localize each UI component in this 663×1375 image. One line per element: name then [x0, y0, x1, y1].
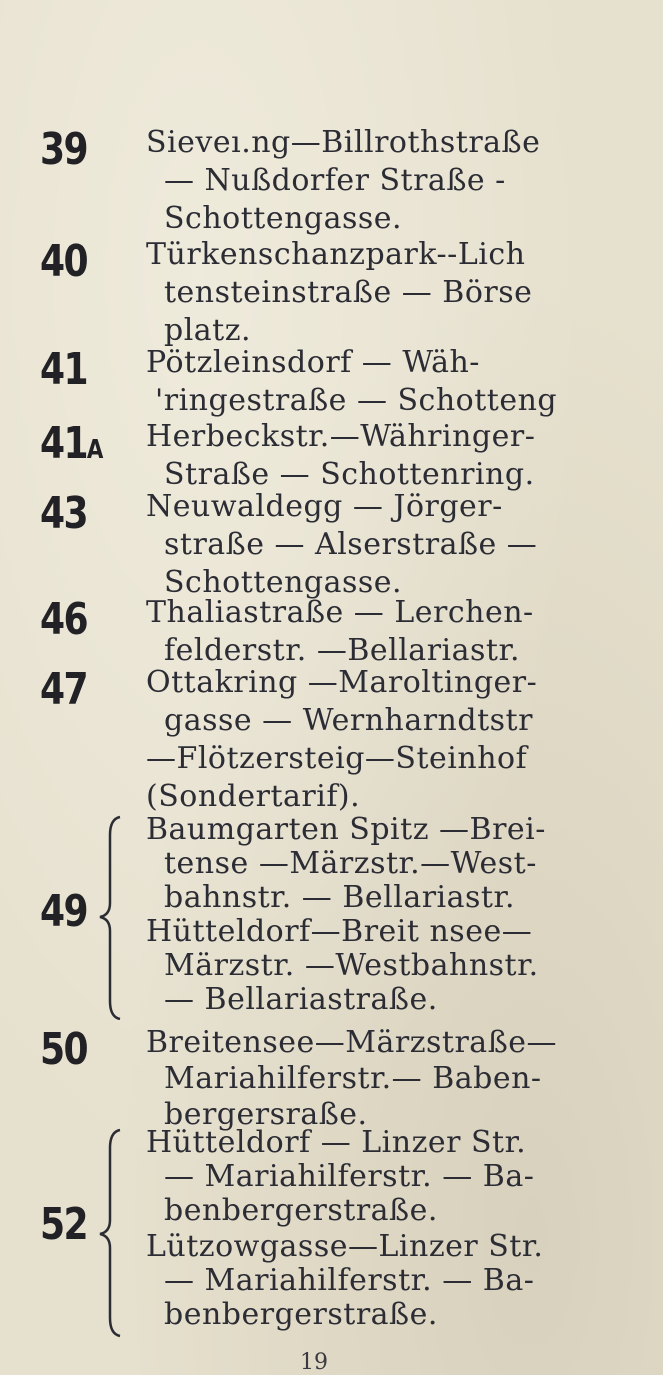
route-number: 43 — [40, 488, 87, 539]
route-line: Schottengasse. — [164, 565, 403, 600]
route-line: Hütteldorf — Linzer Str. — [146, 1125, 527, 1160]
route-line: Schottengasse. — [164, 201, 403, 236]
route-line: Lützowgasse—Linzer Str. — [146, 1229, 544, 1264]
route-line: Märzstr. —Westbahnstr. — [164, 948, 539, 983]
route-line: Ottakring —Maroltinger- — [146, 665, 538, 700]
route-line: Thaliastraße — Lerchen- — [146, 595, 534, 630]
route-line: Pötzleinsdorf — Wäh- — [146, 345, 480, 380]
route-number: 39 — [40, 124, 87, 175]
route-line: Breitensee—Märzstraße— — [146, 1025, 557, 1060]
route-line: —Flötzersteig—Steinhof — [146, 741, 528, 776]
route-line: — Mariahilferstr. — Ba- — [164, 1159, 535, 1194]
route-line: — Nußdorfer Straße - — [164, 163, 506, 198]
route-line: — Mariahilferstr. — Ba- — [164, 1263, 535, 1298]
route-number: 47 — [40, 664, 87, 715]
route-line: Sieveı.ng—Billrothstraße — [146, 125, 541, 160]
route-number: 40 — [40, 236, 87, 287]
route-number: 52 — [40, 1199, 87, 1250]
route-line: bahnstr. — Bellariastr. — [164, 880, 516, 915]
route-line: gasse — Wernharndtstr — [164, 703, 533, 738]
brace-icon — [96, 815, 122, 1020]
page-number: 19 — [300, 1350, 328, 1375]
route-line: platz. — [164, 313, 252, 348]
route-number-main: 41 — [40, 418, 87, 469]
route-line: Neuwaldegg — Jörger- — [146, 489, 503, 524]
route-line: tensteinstraße — Börse — [164, 275, 533, 310]
route-line: straße — Alserstraße — — [164, 527, 538, 562]
route-line: Türkenschanzpark--Lich — [146, 237, 526, 272]
route-line: 'ringestraße — Schotteng — [155, 383, 558, 418]
route-line: Mariahilferstr.— Baben- — [164, 1061, 542, 1096]
route-number — [40, 418, 104, 469]
route-line: benbergerstraße. — [164, 1297, 438, 1332]
route-line: (Sondertarif). — [146, 779, 361, 814]
route-number: 50 — [40, 1024, 87, 1075]
route-line: Baumgarten Spitz —Brei- — [146, 812, 546, 847]
route-number: 46 — [40, 594, 87, 645]
route-number: 49 — [40, 886, 87, 937]
route-line: tense —Märzstr.—West- — [164, 846, 537, 881]
route-line: — Bellariastraße. — [164, 982, 438, 1017]
route-line: benbergerstraße. — [164, 1193, 438, 1228]
route-number: 41 — [40, 344, 87, 395]
route-number-suffix: A — [86, 435, 104, 465]
brace-icon — [96, 1128, 122, 1338]
route-line: felderstr. —Bellariastr. — [164, 633, 521, 668]
route-line: bergersraße. — [164, 1097, 368, 1132]
route-line: Straße — Schottenring. — [164, 457, 535, 492]
route-line: Hütteldorf—Breit nsee— — [146, 914, 533, 949]
route-line: Herbeckstr.—Währinger- — [146, 419, 536, 454]
